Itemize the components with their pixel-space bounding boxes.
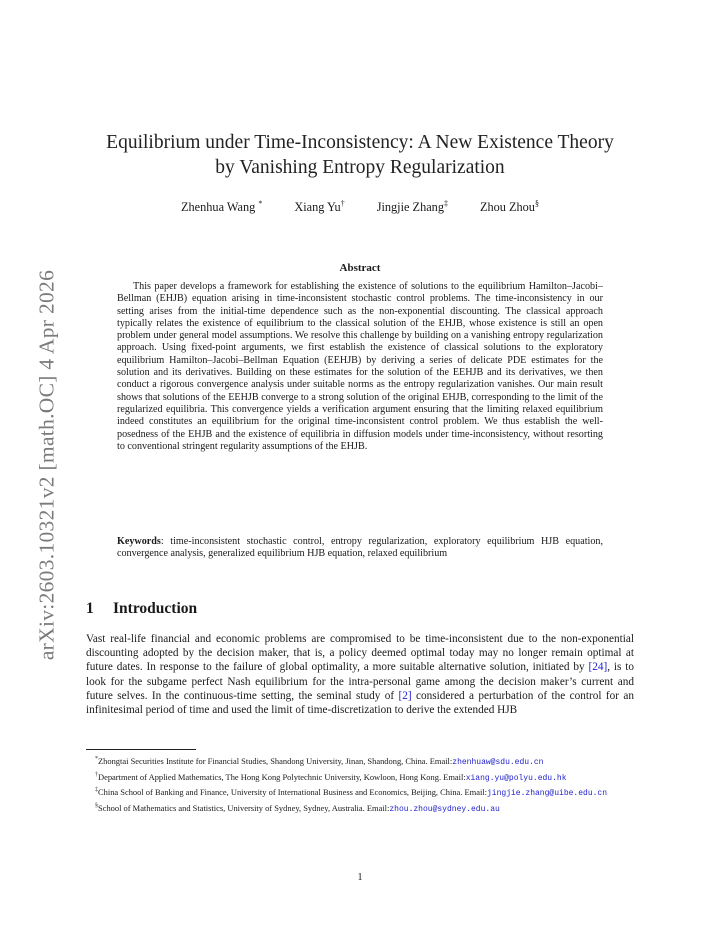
intro-text: , is to look for the subgame perfect Nash equilibrium for the intra-personal game among the decision maker’s current and future selves. In the continuous-time setting, the seminal study of xyxy=(86,661,634,702)
citation-link[interactable]: [2] xyxy=(398,689,412,702)
footnote-affiliation: Department of Applied Mathematics, The Hong Kong Polytechnic University, Kowloon, Hong Kong. Email: xyxy=(98,771,466,782)
abstract-text: This paper develops a framework for establishing the existence of solutions to the equilibrium Hamilton–Jacobi–Bellman (EHJB) equation arising in time-inconsistent stochastic control problems. The time-inconsistency in our setting arises from the initial-time dependence such as the non-exponential discounting. The classical approach typically relates the existence of equilibrium to the classical solution of the EHJB, whose existence is still an open problem under general model assumptions. We resolve this challenge by building on a vanishing entropy regularization approach. Using fixed-point arguments, we first establish the existence of classical solutions to the exploratory equilibrium Hamilton–Jacobi–Bellman Equation (EEHJB) by deriving a series of delicate PDE estimates for the solution and its derivatives. Building on these estimates for the solution of the EEHJB and its derivatives, we then conduct a rigorous convergence analysis under suitable norms as the entropy regularization vanishes. Our main result shows that solutions of the EEHJB converge to a strong solution of the original EHJB, corresponding to the limit of the regularized equilibria. This convergence yields a verification argument ensuring that the limiting relaxed equilibrium indeed constitutes an equilibrium for the original time-inconsistent control problem. We thus establish the well-posedness of the EHJB and the existence of equilibria in diffusion models under time-inconsistency, without resorting to conventional stringent regularity assumptions of the EHJB. xyxy=(117,281,603,452)
footnote-affiliation: Zhongtai Securities Institute for Financial Studies, Shandong University, Jinan, Shandong, China. Email: xyxy=(98,755,453,766)
footnote-mark: † xyxy=(95,771,98,778)
email-link[interactable]: xiang.yu@polyu.edu.hk xyxy=(465,773,567,783)
footnote xyxy=(86,785,634,799)
author-name: Jingjie Zhang xyxy=(376,200,444,215)
footnotes xyxy=(86,754,634,817)
email-link[interactable]: zhenhuaw@sdu.edu.cn xyxy=(452,757,544,767)
author xyxy=(480,199,539,215)
footnote-mark: § xyxy=(95,803,98,810)
introduction-paragraph xyxy=(86,632,634,717)
section-number: 1 xyxy=(86,600,94,617)
page-number: 1 xyxy=(357,872,363,883)
title-line-2: by Vanishing Entropy Regularization xyxy=(215,157,505,178)
title-line-1: Equilibrium under Time-Inconsistency: A New Existence Theory xyxy=(106,132,614,153)
author-footnote-mark[interactable]: ‡ xyxy=(443,199,448,208)
section-heading xyxy=(86,600,197,618)
keywords-text: : time-inconsistent stochastic control, entropy regularization, exploratory equilibrium HJB equation, convergence analysis, generalized equilibrium HJB equation, relaxed equilibrium xyxy=(117,536,603,560)
paper-title xyxy=(86,130,634,180)
keywords xyxy=(117,536,603,561)
footnote xyxy=(86,770,634,784)
author-list xyxy=(86,199,634,215)
footnote-affiliation: School of Mathematics and Statistics, University of Sydney, Sydney, Australia. Email: xyxy=(98,802,390,813)
keywords-label: Keywords xyxy=(117,536,161,547)
email-link[interactable]: jingjie.zhang@uibe.edu.cn xyxy=(487,789,608,799)
author xyxy=(294,199,344,215)
arxiv-identifier-stamp: arXiv:2603.10321v2 [math.OC] 4 Apr 2026 xyxy=(34,269,59,661)
author xyxy=(377,199,448,215)
intro-text: considered a perturbation of the control for an infinitesimal period of time and used the limit of time-discretization to derive the extended HJB xyxy=(86,689,634,717)
author-name: Zhou Zhou xyxy=(479,200,535,215)
author-name: Zhenhua Wang xyxy=(181,200,256,215)
footnote-mark: * xyxy=(95,756,98,762)
footnote-mark: ‡ xyxy=(95,787,98,794)
author-name: Xiang Yu xyxy=(294,200,341,215)
email-link[interactable]: zhou.zhou@sydney.edu.au xyxy=(389,804,500,814)
abstract-heading: Abstract xyxy=(339,262,381,274)
footnote xyxy=(86,754,634,768)
footnote-affiliation: China School of Banking and Finance, University of International Business and Economics, Beijing, China. Email: xyxy=(98,787,487,798)
author xyxy=(181,199,262,215)
section-title: Introduction xyxy=(113,600,198,617)
intro-text: Vast real-life financial and economic problems are compromised to be time-inconsistent due to the non-exponential discounting adopted by the decision maker, that is, a policy deemed optimal today may no longer remain optimal at future dates. In response to the failure of global optimality, a more suitable alternative solution, initiated by xyxy=(86,633,634,674)
author-footnote-mark[interactable]: § xyxy=(534,199,539,208)
footnote xyxy=(86,801,634,815)
footnote-divider xyxy=(86,749,196,750)
author-footnote-mark[interactable]: † xyxy=(340,199,345,208)
author-footnote-mark[interactable]: * xyxy=(258,199,263,208)
citation-link[interactable]: [24] xyxy=(588,661,608,674)
